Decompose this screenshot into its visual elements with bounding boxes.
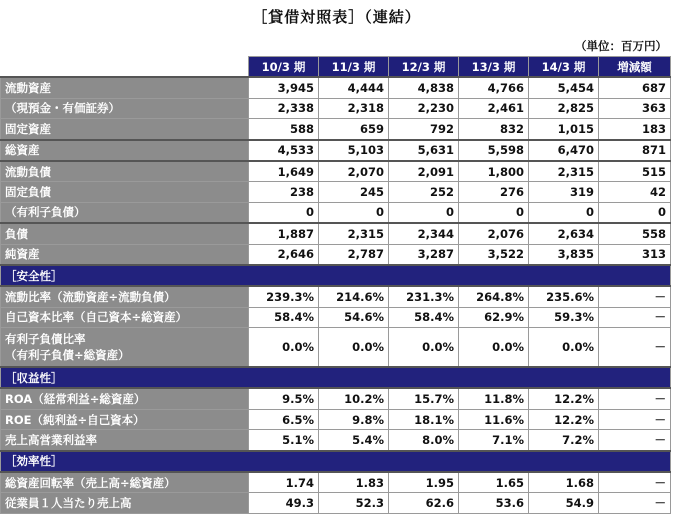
value-cell: 264.8% (459, 286, 529, 307)
value-cell: － (599, 472, 671, 493)
page-title: ［貸借対照表］（連結） (252, 8, 421, 26)
value-cell: － (599, 286, 671, 307)
value-cell: 3,287 (389, 244, 459, 265)
value-cell: 238 (249, 182, 319, 202)
value-cell: 15.7% (389, 388, 459, 409)
value-cell: 59.3% (529, 307, 599, 327)
value-cell: 1.65 (459, 472, 529, 493)
table-row (1, 328, 671, 368)
value-cell: 8.0% (389, 430, 459, 451)
row-label (1, 98, 249, 118)
value-cell: 0.0% (459, 328, 529, 368)
header-cell: 増減額 (599, 57, 671, 78)
row-label-text: ROA（経常利益÷総資産） (5, 392, 146, 407)
value-cell: 2,076 (459, 223, 529, 244)
table-row (1, 140, 671, 161)
row-label (1, 244, 249, 265)
header-cell: 14/3 期 (529, 57, 599, 78)
row-label-text: 流動資産 (5, 81, 51, 96)
row-label (1, 223, 249, 244)
value-cell: 2,461 (459, 98, 529, 118)
value-cell: 659 (319, 119, 389, 140)
value-cell: 3,835 (529, 244, 599, 265)
row-label-text: 純資産 (5, 247, 40, 262)
row-label (1, 307, 249, 327)
value-cell: 2,230 (389, 98, 459, 118)
value-cell: 5,454 (529, 77, 599, 98)
value-cell: － (599, 493, 671, 513)
value-cell: 5,631 (389, 140, 459, 161)
value-cell: 52.3 (319, 493, 389, 513)
value-cell: 7.2% (529, 430, 599, 451)
row-label-text: 自己資本比率（自己資本÷総資産） (5, 310, 188, 325)
value-cell: 235.6% (529, 286, 599, 307)
value-cell: 4,533 (249, 140, 319, 161)
value-cell: 2,825 (529, 98, 599, 118)
value-cell: － (599, 328, 671, 368)
value-cell: 515 (599, 161, 671, 182)
value-cell: 0.0% (319, 328, 389, 368)
value-cell: 5.1% (249, 430, 319, 451)
row-label-text: 総資産 (5, 143, 40, 158)
value-cell: 3,522 (459, 244, 529, 265)
value-cell: 49.3 (249, 493, 319, 513)
row-label (1, 328, 249, 368)
value-cell: 58.4% (389, 307, 459, 327)
value-cell: 11.6% (459, 409, 529, 429)
section-label: ［安全性］ (1, 265, 671, 286)
row-label (1, 388, 249, 409)
value-cell: 239.3% (249, 286, 319, 307)
value-cell: 0 (249, 202, 319, 223)
value-cell: 1.68 (529, 472, 599, 493)
value-cell: 313 (599, 244, 671, 265)
row-label-text: 固定負債 (5, 185, 51, 200)
value-cell: 214.6% (319, 286, 389, 307)
row-label (1, 77, 249, 98)
row-label-text: 固定資産 (5, 121, 51, 136)
value-cell: 18.1% (389, 409, 459, 429)
table-row (1, 77, 671, 98)
value-cell: 0 (459, 202, 529, 223)
row-label-text: 流動負債 (5, 164, 51, 179)
value-cell: 2,787 (319, 244, 389, 265)
value-cell: 6,470 (529, 140, 599, 161)
row-label-text: 総資産回転率（売上高÷総資産） (5, 475, 176, 490)
table-row (1, 98, 671, 118)
value-cell: 62.6 (389, 493, 459, 513)
value-cell: 0 (389, 202, 459, 223)
value-cell: 4,444 (319, 77, 389, 98)
table-row (1, 119, 671, 140)
header-corner (1, 57, 249, 78)
value-cell: 9.8% (319, 409, 389, 429)
table-row (1, 430, 671, 451)
value-cell: 5,103 (319, 140, 389, 161)
value-cell: 245 (319, 182, 389, 202)
value-cell: 0 (599, 202, 671, 223)
table-row (1, 223, 671, 244)
value-cell: 54.6% (319, 307, 389, 327)
row-label (1, 430, 249, 451)
section-row (1, 451, 671, 472)
row-label (1, 161, 249, 182)
section-label: ［収益性］ (1, 367, 671, 388)
header-cell: 12/3 期 (389, 57, 459, 78)
value-cell: 12.2% (529, 388, 599, 409)
value-cell: 2,315 (319, 223, 389, 244)
value-cell: 4,766 (459, 77, 529, 98)
value-cell: 12.2% (529, 409, 599, 429)
value-cell: 319 (529, 182, 599, 202)
value-cell: － (599, 430, 671, 451)
value-cell: 558 (599, 223, 671, 244)
value-cell: 832 (459, 119, 529, 140)
row-label (1, 286, 249, 307)
value-cell: － (599, 409, 671, 429)
value-cell: 58.4% (249, 307, 319, 327)
table-row (1, 202, 671, 223)
row-label-subtext: （有利子負債÷総資産） (5, 348, 130, 363)
value-cell: 6.5% (249, 409, 319, 429)
value-cell: 2,315 (529, 161, 599, 182)
value-cell: 792 (389, 119, 459, 140)
table-body (1, 77, 671, 513)
value-cell: 1.83 (319, 472, 389, 493)
value-cell: 3,945 (249, 77, 319, 98)
section-row (1, 265, 671, 286)
value-cell: 2,344 (389, 223, 459, 244)
value-cell: 231.3% (389, 286, 459, 307)
value-cell: 2,070 (319, 161, 389, 182)
balance-sheet-table (0, 56, 671, 514)
row-label (1, 119, 249, 140)
value-cell: 871 (599, 140, 671, 161)
value-cell: 252 (389, 182, 459, 202)
header-cell: 10/3 期 (249, 57, 319, 78)
row-label (1, 182, 249, 202)
value-cell: 0 (529, 202, 599, 223)
value-cell: 0 (319, 202, 389, 223)
value-cell: 1.95 (389, 472, 459, 493)
value-cell: 4,838 (389, 77, 459, 98)
value-cell: 62.9% (459, 307, 529, 327)
table-row (1, 161, 671, 182)
table-row (1, 493, 671, 513)
value-cell: 363 (599, 98, 671, 118)
value-cell: 54.9 (529, 493, 599, 513)
value-cell: 276 (459, 182, 529, 202)
row-label (1, 472, 249, 493)
row-label (1, 409, 249, 429)
value-cell: 1,800 (459, 161, 529, 182)
row-label-text: ROE（純利益÷自己資本） (5, 412, 145, 427)
row-label-text: （現預金・有価証券） (5, 101, 120, 116)
row-label-text: 負債 (5, 226, 28, 241)
value-cell: 2,634 (529, 223, 599, 244)
section-label: ［効率性］ (1, 451, 671, 472)
row-label-text: 有利子負債比率 (5, 332, 86, 347)
value-cell: 53.6 (459, 493, 529, 513)
value-cell: 2,318 (319, 98, 389, 118)
value-cell: 2,091 (389, 161, 459, 182)
value-cell: 5,598 (459, 140, 529, 161)
row-label (1, 202, 249, 223)
value-cell: 588 (249, 119, 319, 140)
table-row (1, 307, 671, 327)
row-label-text: 流動比率（流動資産÷流動負債） (5, 289, 176, 304)
value-cell: 2,646 (249, 244, 319, 265)
table-row (1, 286, 671, 307)
value-cell: 1.74 (249, 472, 319, 493)
value-cell: 5.4% (319, 430, 389, 451)
table-row (1, 388, 671, 409)
section-row (1, 367, 671, 388)
header-cell: 13/3 期 (459, 57, 529, 78)
value-cell: 1,015 (529, 119, 599, 140)
value-cell: 183 (599, 119, 671, 140)
value-cell: 1,649 (249, 161, 319, 182)
row-label-text: 従業員１人当たり売上高 (5, 496, 132, 511)
value-cell: 7.1% (459, 430, 529, 451)
header-cell: 11/3 期 (319, 57, 389, 78)
value-cell: 10.2% (319, 388, 389, 409)
row-label-text: （有利子負債） (5, 205, 86, 220)
value-cell: 687 (599, 77, 671, 98)
value-cell: － (599, 388, 671, 409)
value-cell: 42 (599, 182, 671, 202)
value-cell: 0.0% (529, 328, 599, 368)
table-row (1, 244, 671, 265)
value-cell: 9.5% (249, 388, 319, 409)
row-label-text: 売上高営業利益率 (5, 432, 97, 447)
row-label (1, 493, 249, 513)
table-row (1, 409, 671, 429)
header-row (1, 57, 671, 78)
value-cell: 11.8% (459, 388, 529, 409)
table-row (1, 182, 671, 202)
value-cell: 1,887 (249, 223, 319, 244)
row-label (1, 140, 249, 161)
value-cell: － (599, 307, 671, 327)
table-row (1, 472, 671, 493)
value-cell: 0.0% (389, 328, 459, 368)
value-cell: 2,338 (249, 98, 319, 118)
unit-note: （単位：百万円） (575, 39, 667, 53)
value-cell: 0.0% (249, 328, 319, 368)
